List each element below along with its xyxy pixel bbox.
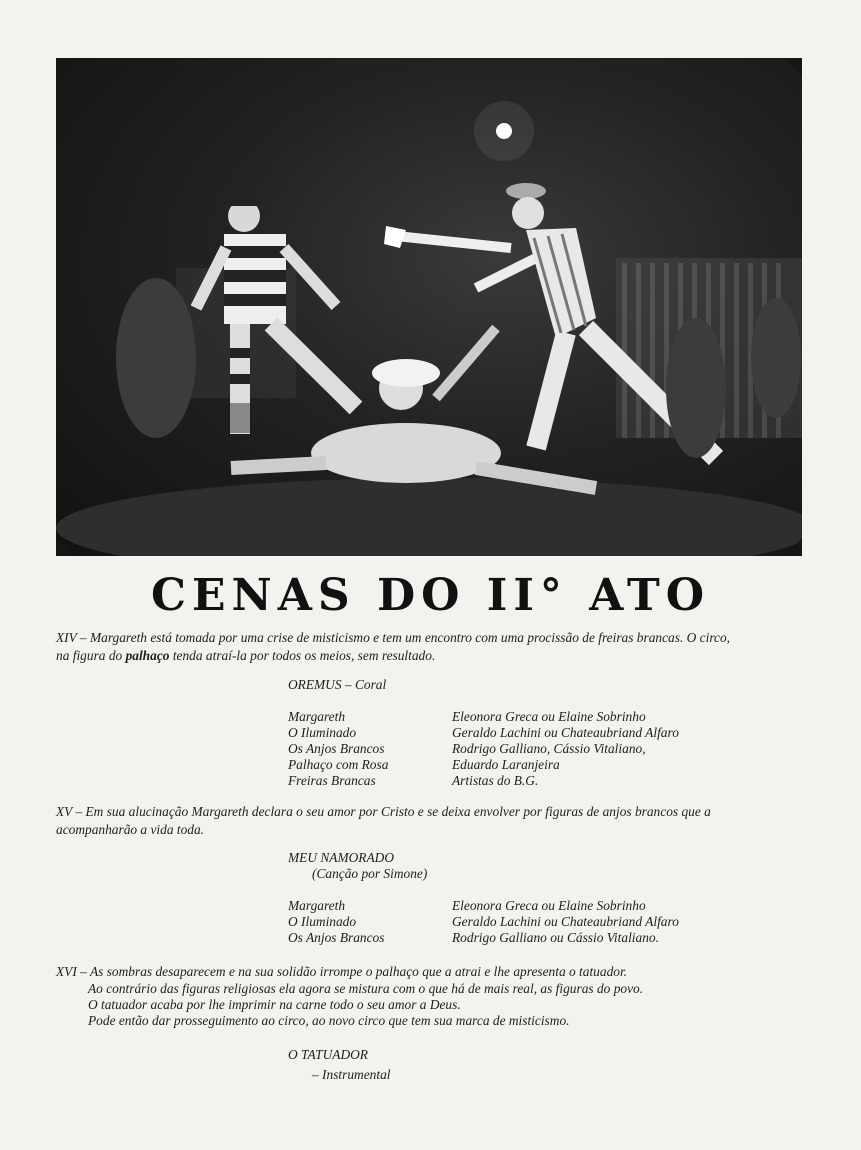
role: Margareth — [288, 709, 346, 724]
scene-xvi-description — [56, 963, 802, 981]
scene-xiv-description — [56, 629, 802, 665]
scene-xiv-roles — [288, 709, 388, 789]
scene-xv-line2: acompanharão a vida toda. — [56, 822, 205, 837]
scene-xv-roles — [288, 898, 384, 946]
actor: Eduardo Laranjeira — [452, 757, 560, 772]
stage-photo-illustration — [56, 58, 802, 556]
scene-xvi-line1: XVI – As sombras desaparecem e na sua solidão irrompe o palhaço que a atrai e lhe apresenta o tatuador. — [56, 964, 628, 979]
scene-xiv-line2: na figura do palhaço tenda atraí-la por todos os meios, sem resultado. — [56, 648, 436, 663]
stage-photo — [56, 58, 802, 556]
actor: Eleonora Greca ou Elaine Sobrinho — [452, 709, 646, 724]
page-title: CENAS DO II° ATO — [150, 570, 711, 621]
scene-xvi-line: O tatuador acaba por lhe imprimir na carne todo o seu amor a Deus. — [88, 997, 461, 1012]
actor: Geraldo Lachini ou Chateaubriand Alfaro — [452, 725, 679, 740]
role: Freiras Brancas — [288, 773, 376, 788]
scene-xiv-line1: XIV – Margareth está tomada por uma crise de misticismo e tem um encontro com uma procissão de freiras brancas. O circo, — [56, 630, 731, 645]
actor: Eleonora Greca ou Elaine Sobrinho — [452, 898, 646, 913]
scene-xv-line1: XV – Em sua alucinação Margareth declara o seu amor por Cristo e se deixa envolver por figuras de anjos brancos que a — [56, 804, 711, 819]
role: O Iluminado — [288, 725, 357, 740]
bold-word: palhaço — [125, 648, 170, 663]
scene-xvi-line: Ao contrário das figuras religiosas ela agora se mistura com o que há de mais real, as figuras do povo. — [88, 981, 644, 996]
role: Os Anjos Brancos — [288, 930, 385, 945]
actor: Artistas do B.G. — [452, 773, 539, 788]
scene-xiv-actors — [452, 709, 679, 789]
role: O Iluminado — [288, 914, 357, 929]
scene-xv-song-title: MEU NAMORADO — [288, 850, 394, 865]
scene-xv-description — [56, 803, 802, 839]
scene-xv-song-subtitle: (Canção por Simone) — [312, 866, 428, 881]
actor: Geraldo Lachini ou Chateaubriand Alfaro — [452, 914, 679, 929]
actor: Rodrigo Galliano, Cássio Vitaliano, — [452, 741, 646, 756]
role: Os Anjos Brancos — [288, 741, 385, 756]
scene-xvi-continuation — [88, 981, 643, 1029]
scene-xv-actors — [452, 898, 679, 946]
scene-xvi-song-subtitle: – Instrumental — [312, 1067, 391, 1082]
scene-xvi-line: Pode então dar prosseguimento ao circo, ao novo circo que tem sua marca de misticismo. — [88, 1013, 570, 1028]
role: Palhaço com Rosa — [288, 757, 389, 772]
actor: Rodrigo Galliano ou Cássio Vitaliano. — [452, 930, 659, 945]
role: Margareth — [288, 898, 346, 913]
scene-xvi-song-title: O TATUADOR — [288, 1047, 368, 1062]
scene-xiv-song-title: OREMUS – Coral — [288, 677, 387, 692]
